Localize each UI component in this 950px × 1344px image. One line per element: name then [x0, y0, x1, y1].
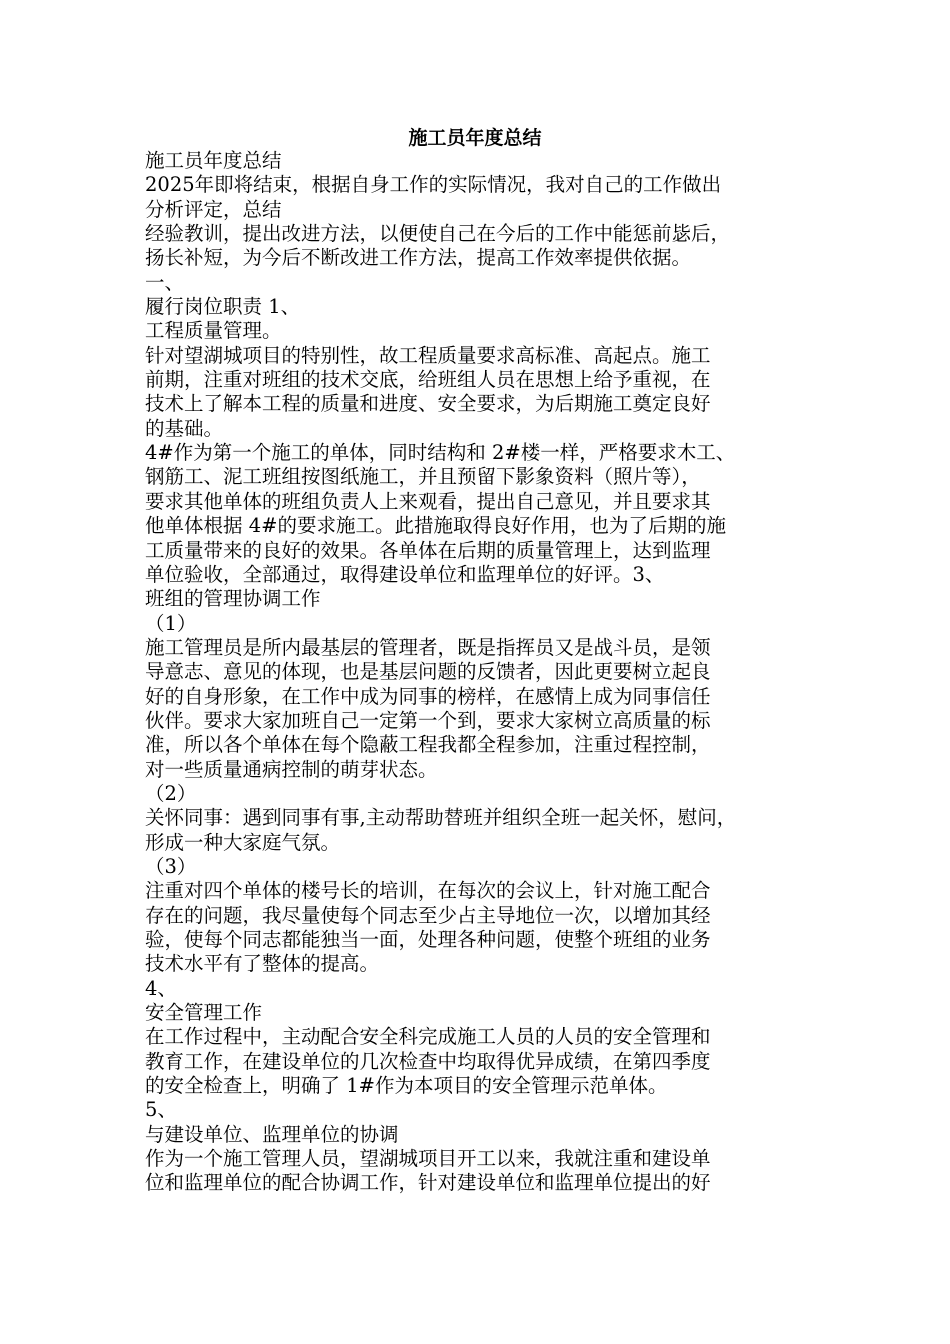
- text-line: （2）: [145, 781, 197, 805]
- text-line: 位和监理单位的配合协调工作，针对建设单位和监理单位提出的好: [145, 1171, 711, 1195]
- text-line: 存在的问题，我尽量使每个同志至少占主导地位一次，以增加其经: [145, 903, 711, 927]
- text-line: （3）: [145, 854, 197, 878]
- text-line: 准，所以各个单体在每个隐蔽工程我都全程参加，注重过程控制，: [145, 733, 711, 757]
- text-line: 好的自身形象，在工作中成为同事的榜样，在感情上成为同事信任: [145, 684, 711, 708]
- text-line: 要求其他单体的班组负责人上来观看，提出自己意见，并且要求其: [145, 489, 711, 513]
- text-line: 工质量带来的良好的效果。各单体在后期的质量管理上，达到监理: [145, 538, 711, 562]
- text-line: 分析评定，总结: [145, 197, 282, 221]
- text-line: 单位验收，全部通过，取得建设单位和监理单位的好评。3、: [145, 562, 665, 586]
- text-line: 注重对四个单体的楼号长的培训，在每次的会议上，针对施工配合: [145, 879, 711, 903]
- document-body: [145, 149, 817, 1196]
- text-line: 的安全检查上，明确了 1#作为本项目的安全管理示范单体。: [145, 1074, 668, 1098]
- text-line: 施工员年度总结: [145, 149, 282, 172]
- text-line: 技术上了解本工程的质量和进度、安全要求，为后期施工奠定良好: [145, 392, 711, 416]
- text-line: 导意志、意见的体现，也是基层问题的反馈者，因此更要树立起良: [145, 660, 711, 684]
- text-line: 的基础。: [145, 416, 224, 440]
- text-line: 工程质量管理。: [145, 319, 282, 343]
- text-line: 伙伴。要求大家加班自己一定第一个到，要求大家树立高质量的标: [145, 708, 711, 732]
- text-line: 与建设单位、监理单位的协调: [145, 1122, 399, 1146]
- text-line: 在工作过程中，主动配合安全科完成施工人员的人员的安全管理和: [145, 1025, 711, 1049]
- document-title: 施工员年度总结: [408, 127, 542, 149]
- text-line: 作为一个施工管理人员，望湖城项目开工以来，我就注重和建设单: [145, 1147, 711, 1171]
- text-line: 4#作为第一个施工的单体，同时结构和 2#楼一样，严格要求木工、: [145, 441, 736, 465]
- text-line: 一、: [145, 270, 185, 294]
- text-line: 关怀同事：遇到同事有事,主动帮助替班并组织全班一起关怀，慰问，: [145, 806, 737, 830]
- text-line: 5、: [145, 1098, 177, 1122]
- text-line: 钢筋工、泥工班组按图纸施工，并且预留下影象资料（照片等），: [145, 465, 701, 489]
- text-line: 2025年即将结束，根据自身工作的实际情况，我对自己的工作做出: [145, 173, 722, 197]
- text-line: 经验教训，提出改进方法，以便使自己在今后的工作中能惩前毖后，: [145, 222, 731, 246]
- text-line: 4、: [145, 976, 177, 1000]
- text-line: （1）: [145, 611, 197, 635]
- text-line: 他单体根据 4#的要求施工。此措施取得良好作用，也为了后期的施: [145, 514, 726, 538]
- text-line: 安全管理工作: [145, 1001, 263, 1025]
- text-line: 形成一种大家庭气氛。: [145, 830, 341, 854]
- text-line: 验，使每个同志都能独当一面，处理各种问题，使整个班组的业务: [145, 928, 711, 951]
- text-line: 教育工作，在建设单位的几次检查中均取得优异成绩，在第四季度: [145, 1049, 711, 1073]
- text-line: 履行岗位职责 1、: [145, 295, 301, 319]
- text-line: 前期，注重对班组的技术交底，给班组人员在思想上给予重视，在: [145, 368, 711, 392]
- text-line: 班组的管理协调工作: [145, 587, 321, 611]
- text-line: 技术水平有了整体的提高。: [145, 952, 380, 976]
- text-line: 扬长补短，为今后不断改进工作方法，提高工作效率提供依据。: [145, 246, 692, 270]
- text-line: 对一些质量通病控制的萌芽状态。: [145, 757, 438, 781]
- text-line: 施工管理员是所内最基层的管理者，既是指挥员又是战斗员，是领: [145, 635, 711, 659]
- text-line: 针对望湖城项目的特别性，故工程质量要求高标准、高起点。施工: [145, 343, 711, 367]
